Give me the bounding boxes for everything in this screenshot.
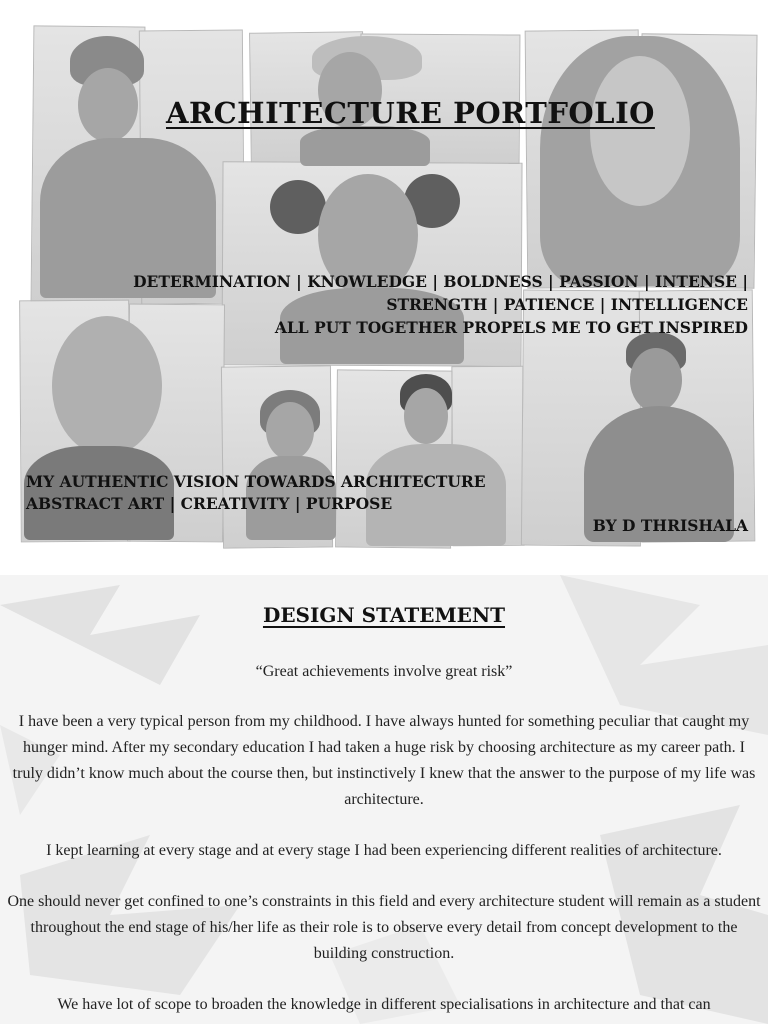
statement-title-text: DESIGN STATEMENT [262,603,506,627]
design-statement-section [0,575,768,1024]
statement-title [0,603,768,627]
statement-paragraph-4: We have lot of scope to broaden the knowledge in different specialisations in architecture and that can [57,996,711,1013]
statement-paragraph-3: One should never get confined to one’s constraints in this field and every architecture student will remain as a student throughout the end stage of his/her life as their role is to observe every detail from concept development to the building construction. [7,893,761,962]
portrait-meditating-figure [584,332,734,542]
qualities-line-3: ALL PUT TOGETHER PROPELS ME TO GET INSPIRED [274,318,748,337]
vision-line-1: MY AUTHENTIC VISION TOWARDS ARCHITECTURE [26,472,486,491]
statement-paragraph-2: I kept learning at every stage and at every stage I had been experiencing different realities of architecture. [46,842,722,859]
portrait-turbaned-man [40,30,220,300]
cover-title: ARCHITECTURE PORTFOLIO [166,96,655,130]
qualities-line-2: STRENGTH | PATIENCE | INTELLIGENCE [386,295,748,314]
statement-paragraph-1: I have been a very typical person from my childhood. I have always hunted for something peculiar that caught my hunger mind. After my secondary education I had taken a huge risk by choosing architecture as my career path. I truly didn’t know much about the course then, but instinctively I knew that the answer to the purpose of my life was architecture. [12,713,756,808]
vision-line-2: ABSTRACT ART | CREATIVITY | PURPOSE [26,494,393,513]
portrait-martial-artist [356,374,516,546]
portrait-woman-short-hair [246,390,336,540]
author-credit: BY D THRISHALA [592,516,748,535]
portrait-woman-long-hair [540,36,750,286]
statement-quote: “Great achievements involve great risk” [255,663,513,680]
qualities-line-1: DETERMINATION | KNOWLEDGE | BOLDNESS | PASSION | INTENSE | [133,272,748,291]
